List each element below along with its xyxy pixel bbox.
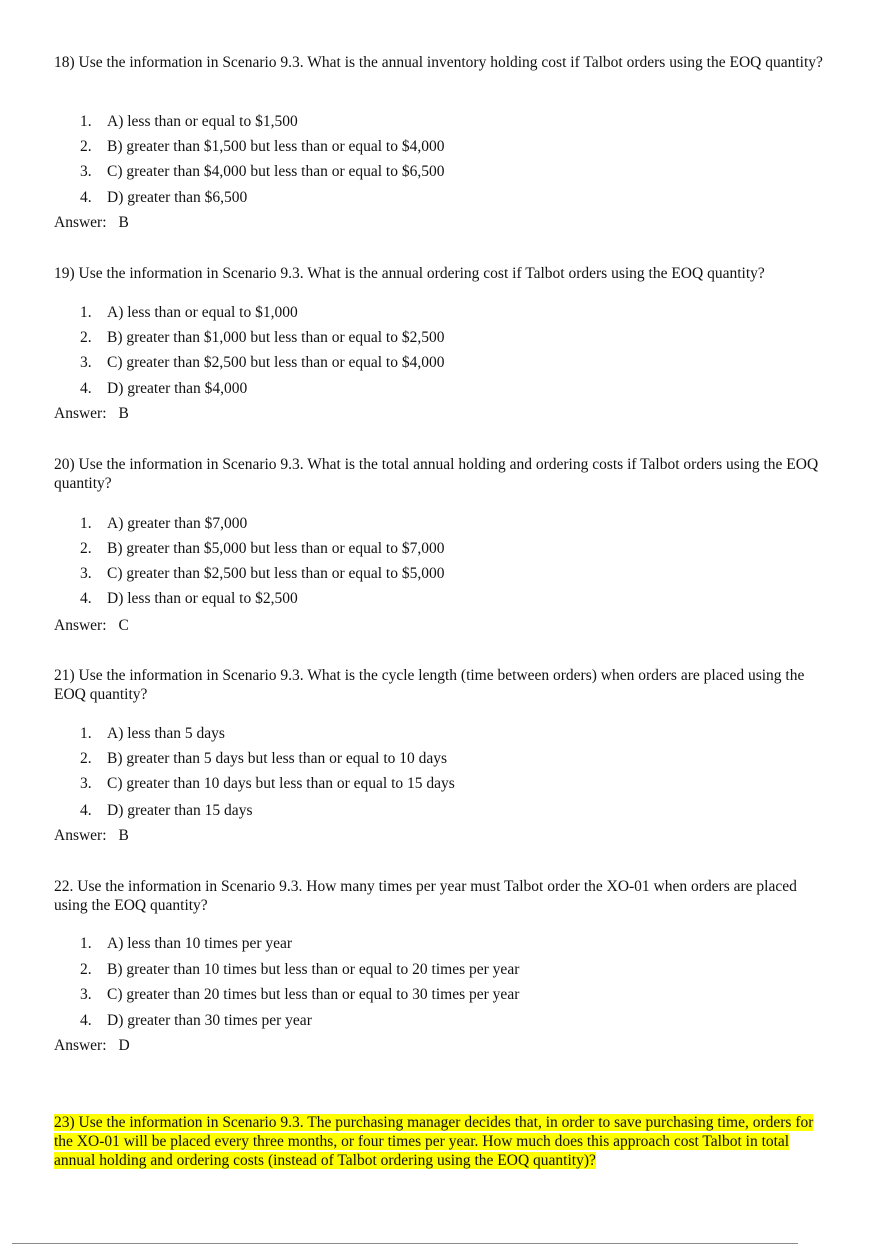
question-18 [54, 53, 829, 72]
question-22 [54, 877, 829, 915]
question-text: 22. Use the information in Scenario 9.3. How many times per year must Talbot order the XO-01 when orders are placed using the EOQ quantity? [54, 878, 797, 914]
answer-label: Answer: [54, 1037, 107, 1054]
question-19 [54, 264, 829, 283]
document-page: 18) Use the information in Scenario 9.3. What is the annual inventory holding cost if Talbot orders using the EOQ quantity? 1. A) less than or equal to $1,500 2. B) greater than $1,500 but less than or equal to $4,000 3. C) greater than $4,000 but less than or equal to $6,500 4. D) greater than $6,500 Answer: B 19) Use the information in Scenario 9.3. What is the annual ordering cost if Talbot orders using the EOQ quantity? 1. A) less than or equal to $1,000 2. B) greater than $1,000 but less than or equal to $2,500 3. C) greater than $2,500 but less than or equal to $4,000 4. D) greater than $4,000 Answer: B 20) Use the information in Scenario 9.3. What is the total annual holding and ordering costs if Talbot orders using the EOQ quantity? 1. A) greater than $7,000 2. B) greater than $5,000 but less than or equal to $7,000 3. C) greater than $2,500 but less than or equal to $5,000 4. D) less than or equal to $2,500 Answer: C 21) Use the information in Scenario 9.3. What is the cycle length (time between orders) when orders are placed using the EOQ quantity? 1. A) less than 5 days 2. B) greater than 5 days but less than or equal to 10 days 3. C) greater than 10 days but less than or equal to 15 days 4. D) greater than 15 days Answer: B 22. Use the information in Scenario 9.3. How many times per year must Talbot order the XO-01 when orders are placed using the EOQ quantity? 1. A) less than 10 times per year 2. B) greater than 10 times but less than or equal to 20 times per year 3. C) greater than 20 times but less than or equal to 30 times per year 4. D) greater than 30 times per year Answer: D 23) Use the information in Scenario 9.3. The purchasing manager decides that, in order to save purchasing time, orders for the XO-01 will be placed every three months, or four times per year. How much does this approach cost Talbot in total annual holding and ordering costs (instead of Talbot ordering using the EOQ quantity)? [0, 0, 880, 1247]
answer-label: Answer: [54, 827, 107, 844]
question-20 [54, 455, 829, 493]
question-text: 18) Use the information in Scenario 9.3. What is the annual inventory holding cost if Talbot orders using the EOQ quantity? [54, 54, 823, 71]
question-23 [54, 1113, 814, 1170]
answer-value: D [118, 1037, 130, 1054]
answer-line [54, 213, 129, 232]
question-text: 21) Use the information in Scenario 9.3. What is the cycle length (time between orders) when orders are placed using the EOQ quantity? [54, 667, 805, 703]
answer-line [54, 616, 129, 635]
answer-label: Answer: [54, 214, 107, 231]
answer-value: B [118, 405, 129, 422]
answer-line [54, 1036, 130, 1055]
question-21 [54, 666, 829, 704]
answer-value: C [118, 617, 129, 634]
answer-label: Answer: [54, 405, 107, 422]
answer-value: B [118, 827, 129, 844]
question-text: 19) Use the information in Scenario 9.3. What is the annual ordering cost if Talbot orders using the EOQ quantity? [54, 265, 765, 282]
question-text-highlighted [54, 1113, 814, 1170]
answer-value: B [118, 214, 129, 231]
answer-label: Answer: [54, 617, 107, 634]
question-text: 20) Use the information in Scenario 9.3. What is the total annual holding and ordering costs if Talbot orders using the EOQ quantity? [54, 456, 819, 492]
footer-divider [12, 1243, 798, 1244]
answer-line [54, 404, 129, 423]
highlighted-text: 23) Use the information in Scenario 9.3. The purchasing manager decides that, in order to save purchasing time, orders for the XO-01 will be placed every three months, or four times per year. How much does this approach cost Talbot in total annual holding and ordering costs (instead of Talbot ordering using the EOQ quantity)? [54, 1114, 814, 1169]
answer-line [54, 826, 129, 845]
